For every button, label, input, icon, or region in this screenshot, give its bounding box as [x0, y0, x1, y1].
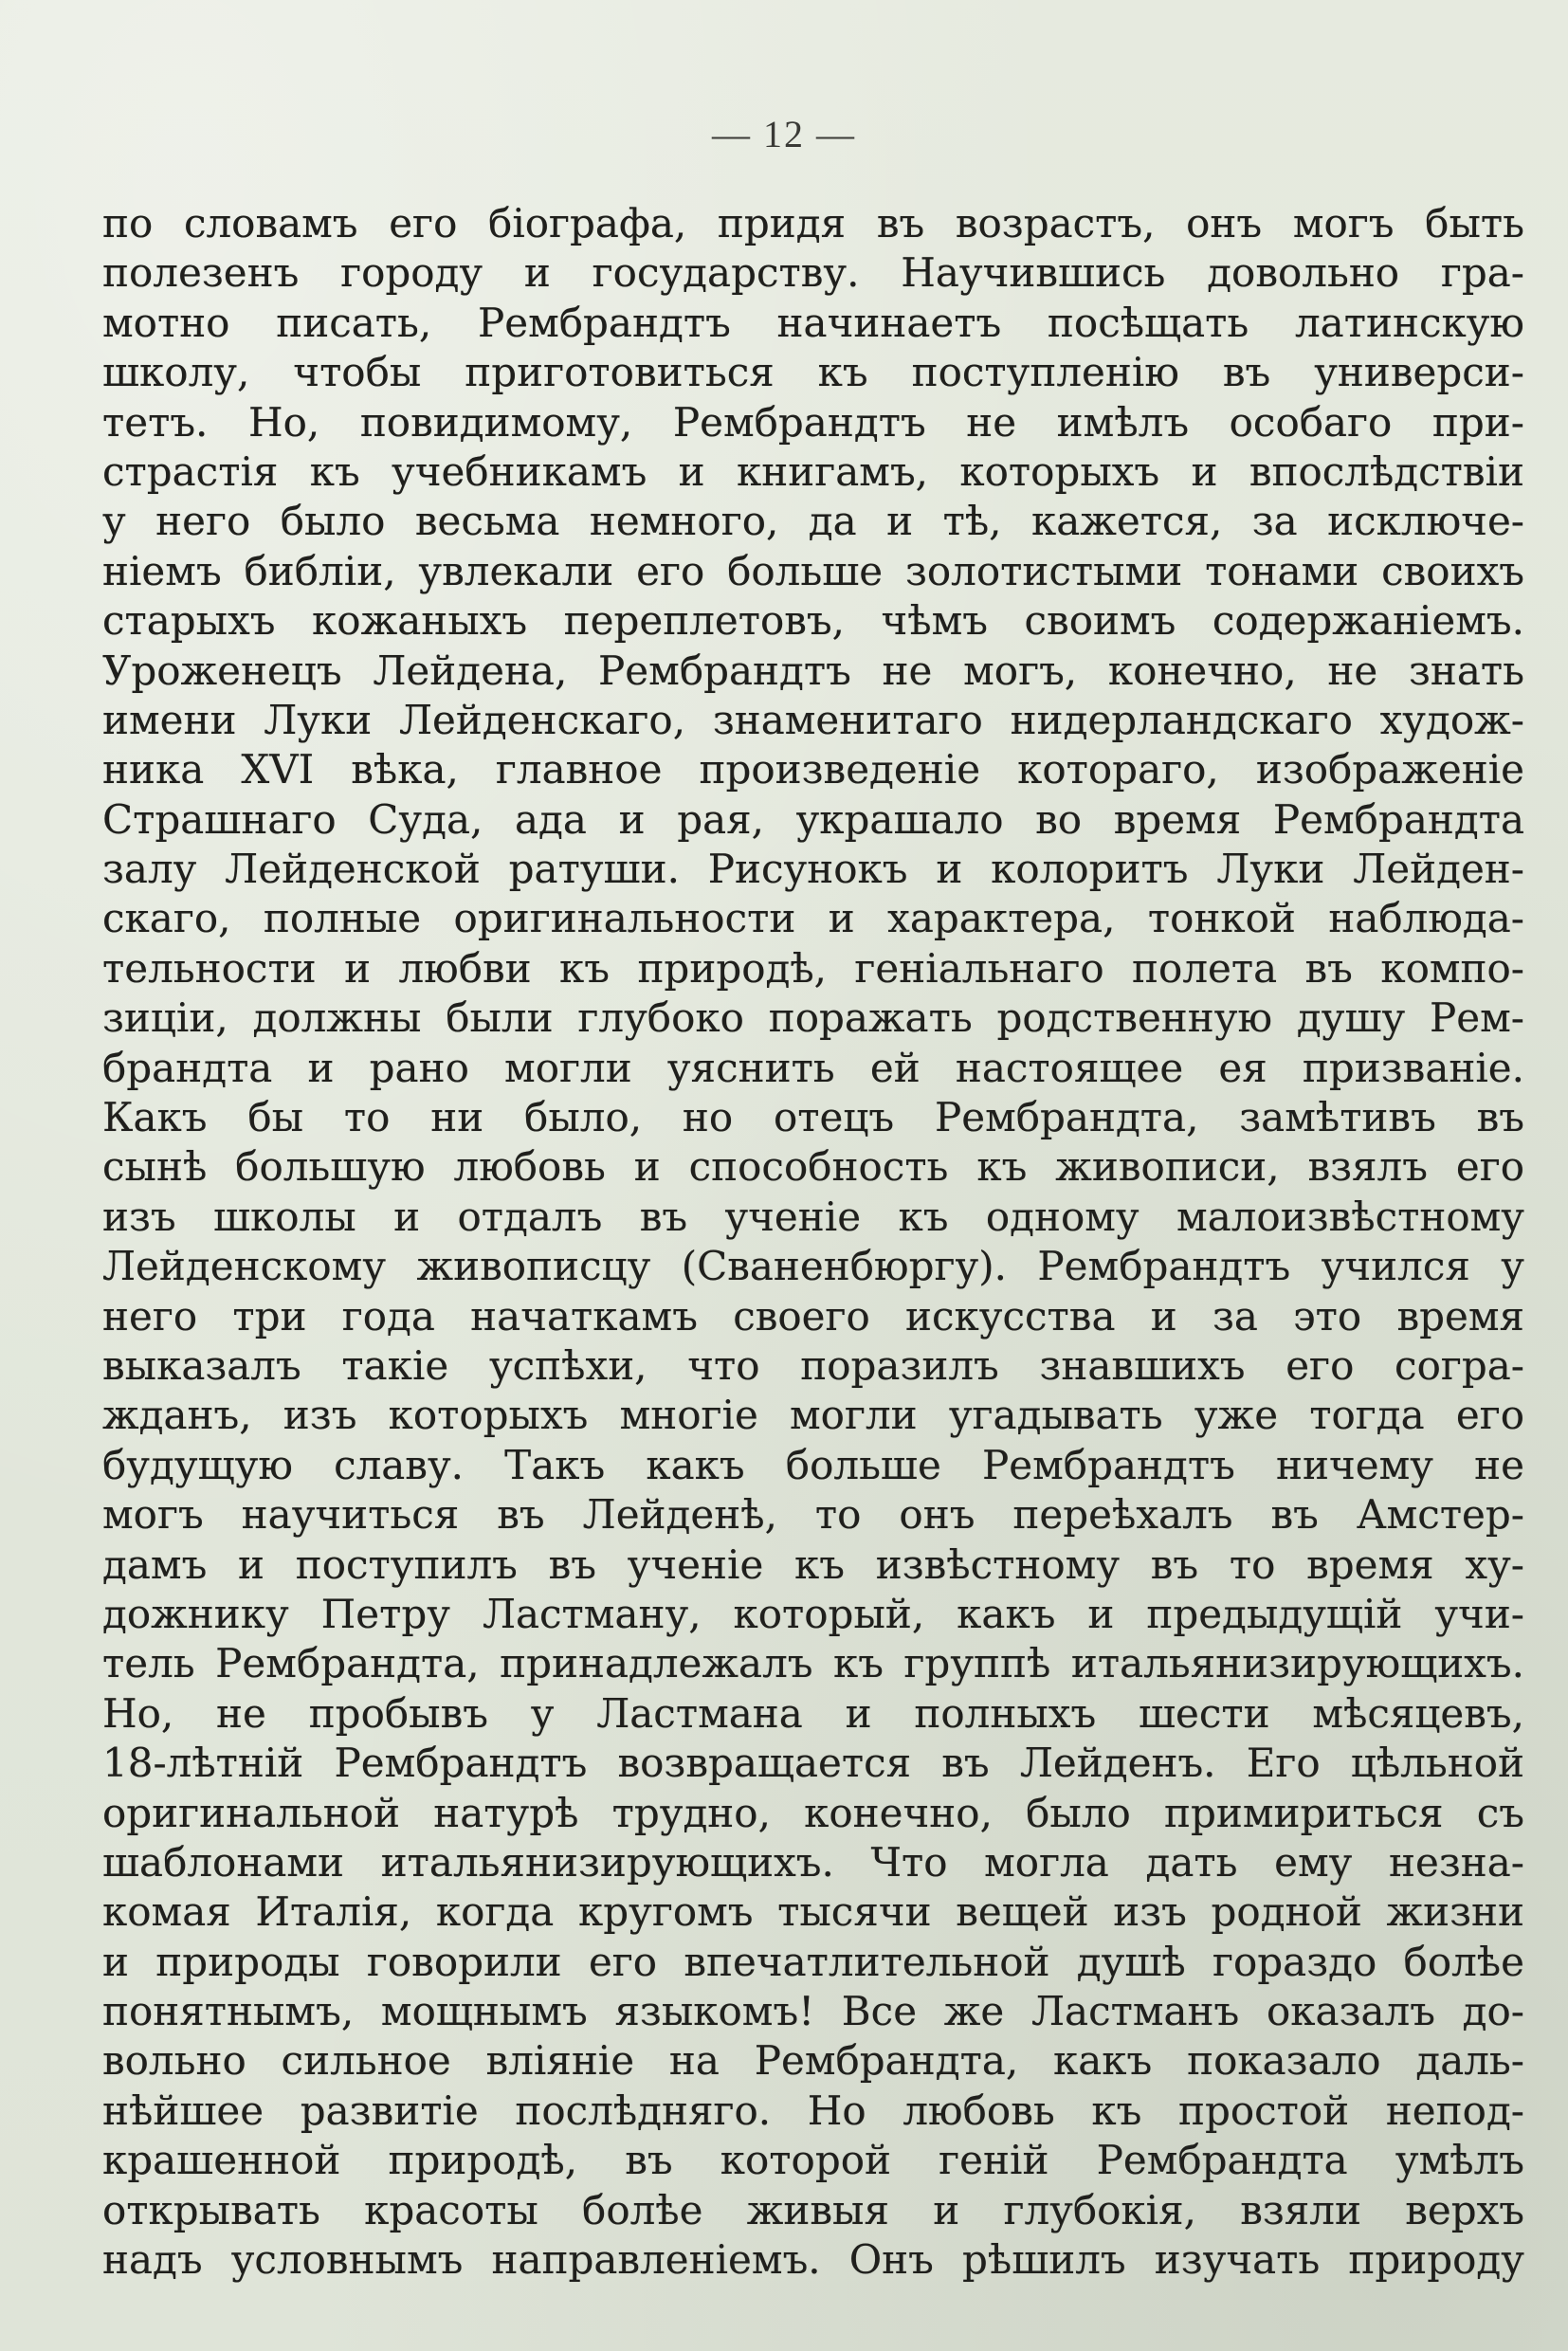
text-line: нѣйшее развитіе послѣдняго. Но любовь къ простой непод- [102, 2087, 1524, 2134]
text-line: дожнику Петру Ластману, который, какъ и предыдущій учи- [102, 1590, 1524, 1637]
text-line: старыхъ кожаныхъ переплетовъ, чѣмъ своимъ содержаніемъ. [102, 597, 1524, 645]
text-line: Но, не пробывъ у Ластмана и полныхъ шести мѣсяцевъ, [102, 1689, 1524, 1737]
text-line: комая Италія, когда кругомъ тысячи вещей изъ родной жизни [102, 1888, 1524, 1936]
text-line: полезенъ городу и государству. Научившись довольно гра- [102, 249, 1524, 297]
text-line: сынѣ большую любовь и способность къ живописи, взялъ его [102, 1143, 1524, 1191]
text-line: него три года начаткамъ своего искусства и за это время [102, 1292, 1524, 1340]
text-line: скаго, полные оригинальности и характера, тонкой наблюда- [102, 895, 1524, 942]
text-line: мотно писать, Рембрандтъ начинаетъ посѣщать латинскую [102, 299, 1524, 346]
body-text [102, 199, 1524, 2285]
text-line: ніемъ библіи, увлекали его больше золотистыми тонами своихъ [102, 547, 1524, 594]
text-line: Какъ бы то ни было, но отецъ Рембрандта, замѣтивъ въ [102, 1094, 1524, 1141]
text-line: изъ школы и отдалъ въ ученіе къ одному малоизвѣстному [102, 1193, 1524, 1240]
text-line: оригинальной натурѣ трудно, конечно, было примириться съ [102, 1789, 1524, 1836]
text-line: ника XVI вѣка, главное произведеніе котораго, изображеніе [102, 746, 1524, 793]
text-line: и природы говорили его впечатлительной душѣ гораздо болѣе [102, 1938, 1524, 1985]
text-line: жданъ, изъ которыхъ многіе могли угадывать уже тогда его [102, 1392, 1524, 1439]
text-line: школу, чтобы приготовиться къ поступленію въ универси- [102, 349, 1524, 396]
text-line: шаблонами итальянизирующихъ. Что могла дать ему незна- [102, 1838, 1524, 1886]
text-line: вольно сильное вліяніе на Рембрандта, какъ показало даль- [102, 2037, 1524, 2085]
text-line: тель Рембрандта, принадлежалъ къ группѣ итальянизирующихъ. [102, 1640, 1524, 1687]
text-line: открывать красоты болѣе живыя и глубокія, взяли верхъ [102, 2186, 1524, 2233]
text-line: страстія къ учебникамъ и книгамъ, которыхъ и впослѣдствіи [102, 447, 1524, 495]
text-line: Уроженецъ Лейдена, Рембрандтъ не могъ, конечно, не знать [102, 647, 1524, 694]
text-line: будущую славу. Такъ какъ больше Рембрандтъ ничему не [102, 1441, 1524, 1488]
text-line: выказалъ такіе успѣхи, что поразилъ знавшихъ его согра- [102, 1341, 1524, 1389]
text-line: зиціи, должны были глубоко поражать родственную душу Рем- [102, 994, 1524, 1042]
text-line: понятнымъ, мощнымъ языкомъ! Все же Ластманъ оказалъ до- [102, 1988, 1524, 2035]
text-line: надъ условнымъ направленіемъ. Онъ рѣшилъ изучать природу [102, 2236, 1524, 2284]
text-line: крашенной природѣ, въ которой геній Рембрандта умѣлъ [102, 2137, 1524, 2184]
text-line: залу Лейденской ратуши. Рисунокъ и колоритъ Луки Лейден- [102, 846, 1524, 893]
text-line: 18-лѣтній Рембрандтъ возвращается въ Лейденъ. Его цѣльной [102, 1740, 1524, 1787]
text-line: Страшнаго Суда, ада и рая, украшало во время Рембрандта [102, 795, 1524, 843]
text-line: у него было весьма немного, да и тѣ, кажется, за исключе- [102, 498, 1524, 545]
text-line: дамъ и поступилъ въ ученіе къ извѣстному въ то время ху- [102, 1540, 1524, 1588]
text-line: Лейденскому живописцу (Сваненбюргу). Рембрандтъ учился у [102, 1243, 1524, 1290]
text-line: тетъ. Но, повидимому, Рембрандтъ не имѣлъ особаго при- [102, 398, 1524, 446]
text-line: могъ научиться въ Лейденѣ, то онъ переѣхалъ въ Амстер- [102, 1491, 1524, 1539]
text-line: по словамъ его біографа, придя въ возрастъ, онъ могъ быть [102, 200, 1524, 246]
text-line: тельности и любви къ природѣ, геніальнаго полета въ компо- [102, 944, 1524, 992]
page-number: — 12 — [712, 113, 856, 155]
text-line: брандта и рано могли уяснить ей настоящее ея призваніе. [102, 1044, 1524, 1091]
text-line: имени Луки Лейденскаго, знаменитаго нидерландскаго худож- [102, 696, 1524, 743]
